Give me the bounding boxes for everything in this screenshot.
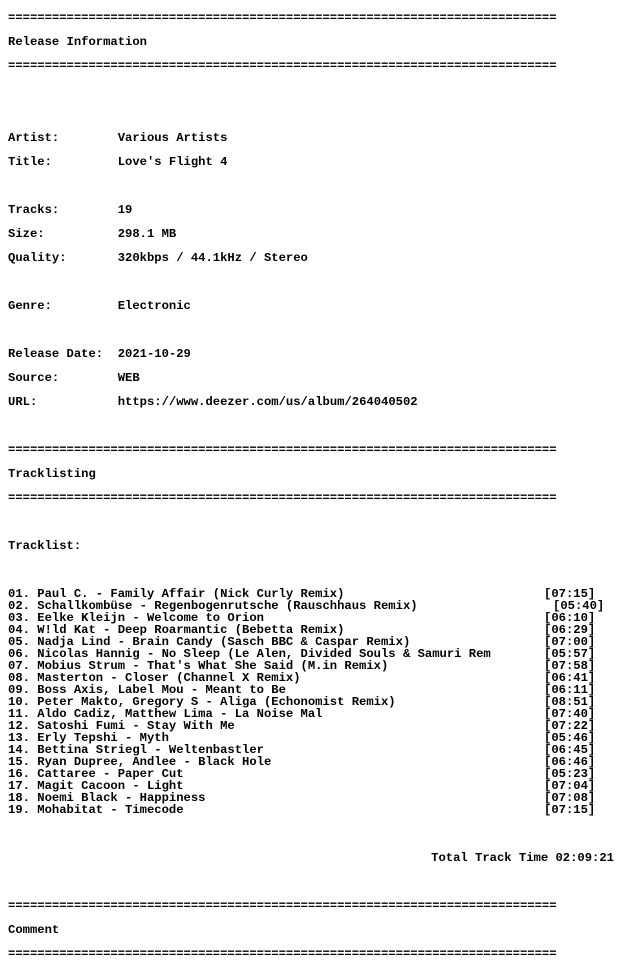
section-header-comment: Comment bbox=[8, 923, 60, 937]
track-duration: [07:40] bbox=[544, 707, 596, 721]
field-label: Genre: bbox=[8, 299, 52, 313]
field-value: 320kbps / 44.1kHz / Stereo bbox=[117, 251, 308, 265]
track-duration: [06:11] bbox=[544, 683, 596, 697]
track-title: 13. Erly Tepshi - Myth bbox=[8, 731, 169, 745]
track-title: 03. Eelke Kleijn - Welcome to Orion bbox=[8, 611, 264, 625]
track-title: 16. Cattaree - Paper Cut bbox=[8, 767, 184, 781]
track-row bbox=[8, 696, 614, 708]
field-value: 2021-10-29 bbox=[117, 347, 191, 361]
track-title: 17. Magit Cacoon - Light bbox=[8, 779, 184, 793]
track-title: 04. W!ld Kat - Deep Roarmantic (Bebetta Remix) bbox=[8, 623, 345, 637]
field-tracks bbox=[8, 204, 614, 216]
track-duration: [07:58] bbox=[544, 659, 596, 673]
track-duration: [06:29] bbox=[544, 623, 596, 637]
track-row bbox=[8, 792, 614, 804]
track-title: 02. Schallkombüse - Regenbogenrutsche (Rauschhaus Remix) bbox=[8, 599, 418, 613]
track-duration: [07:15] bbox=[544, 587, 596, 601]
total-track-time: Total Track Time 02:09:21 bbox=[431, 851, 614, 865]
track-title: 18. Noemi Black - Happiness bbox=[8, 791, 206, 805]
track-row bbox=[8, 744, 614, 756]
field-value: Love's Flight 4 bbox=[117, 155, 228, 169]
track-row bbox=[8, 708, 614, 720]
field-label: Size: bbox=[8, 227, 45, 241]
track-title: 05. Nadja Lind - Brain Candy (Sasch BBC & Caspar Remix) bbox=[8, 635, 411, 649]
separator-line: =========================================================================== bbox=[8, 11, 557, 25]
track-title: 12. Satoshi Fumi - Stay With Me bbox=[8, 719, 235, 733]
field-label: URL: bbox=[8, 395, 38, 409]
track-row bbox=[8, 648, 614, 660]
field-value: WEB bbox=[117, 371, 140, 385]
separator-line: =========================================================================== bbox=[8, 899, 557, 913]
track-duration: [05:40] bbox=[553, 599, 605, 613]
track-row bbox=[8, 720, 614, 732]
field-value: Various Artists bbox=[117, 131, 228, 145]
tracklist-label: Tracklist: bbox=[8, 539, 82, 553]
track-duration: [06:45] bbox=[544, 743, 596, 757]
track-duration: [05:57] bbox=[544, 647, 596, 661]
track-duration: [05:46] bbox=[544, 731, 596, 745]
field-quality bbox=[8, 252, 614, 264]
field-artist bbox=[8, 132, 614, 144]
track-duration: [06:41] bbox=[544, 671, 596, 685]
blank-line bbox=[8, 828, 614, 840]
track-duration: [07:08] bbox=[544, 791, 596, 805]
field-label: Source: bbox=[8, 371, 60, 385]
track-list bbox=[8, 588, 614, 816]
field-label: Title: bbox=[8, 155, 52, 169]
track-row bbox=[8, 624, 614, 636]
track-row bbox=[8, 804, 614, 816]
track-title: 09. Boss Axis, Label Mou - Meant to Be bbox=[8, 683, 286, 697]
field-title bbox=[8, 156, 614, 168]
track-duration: [07:22] bbox=[544, 719, 596, 733]
blank-line bbox=[8, 876, 614, 888]
track-row bbox=[8, 732, 614, 744]
field-release-date bbox=[8, 348, 614, 360]
blank-line bbox=[8, 420, 614, 432]
track-row bbox=[8, 600, 614, 612]
field-label: Tracks: bbox=[8, 203, 60, 217]
track-title: 06. Nicolas Hannig - No Sleep (Le Alen, Divided Souls & Samuri Rem bbox=[8, 647, 491, 661]
blank-line bbox=[8, 276, 614, 288]
field-value: 298.1 MB bbox=[117, 227, 177, 241]
track-duration: [07:04] bbox=[544, 779, 596, 793]
blank-line bbox=[8, 564, 614, 576]
field-label: Release Date: bbox=[8, 347, 104, 361]
track-title: 14. Bettina Striegl - Weltenbastler bbox=[8, 743, 264, 757]
field-label: Quality: bbox=[8, 251, 67, 265]
blank-line bbox=[8, 108, 614, 120]
track-row bbox=[8, 636, 614, 648]
blank-line bbox=[8, 516, 614, 528]
blank-line bbox=[8, 84, 614, 96]
track-row bbox=[8, 672, 614, 684]
separator-line: =========================================================================== bbox=[8, 443, 557, 457]
nfo-text-document bbox=[8, 0, 614, 972]
blank-line bbox=[8, 180, 614, 192]
field-size bbox=[8, 228, 614, 240]
total-track-time-line bbox=[8, 852, 614, 864]
section-header-release-information: Release Information bbox=[8, 35, 147, 49]
track-title: 15. Ryan Dupree, Andlee - Black Hole bbox=[8, 755, 272, 769]
track-row bbox=[8, 660, 614, 672]
track-duration: [07:15] bbox=[544, 803, 596, 817]
track-duration: [06:46] bbox=[544, 755, 596, 769]
track-row bbox=[8, 780, 614, 792]
track-row bbox=[8, 684, 614, 696]
field-source bbox=[8, 372, 614, 384]
track-duration: [08:51] bbox=[544, 695, 596, 709]
separator-line: =========================================================================== bbox=[8, 491, 557, 505]
field-url bbox=[8, 396, 614, 408]
separator-line: =========================================================================== bbox=[8, 947, 557, 961]
track-row bbox=[8, 768, 614, 780]
blank-line bbox=[8, 324, 614, 336]
track-row bbox=[8, 756, 614, 768]
track-duration: [07:00] bbox=[544, 635, 596, 649]
track-title: 10. Peter Makto, Gregory S - Aliga (Echonomist Remix) bbox=[8, 695, 396, 709]
field-value: 19 bbox=[117, 203, 133, 217]
track-title: 07. Mobius Strum - That's What She Said (M.in Remix) bbox=[8, 659, 389, 673]
track-title: 01. Paul C. - Family Affair (Nick Curly Remix) bbox=[8, 587, 345, 601]
field-value: Electronic bbox=[117, 299, 191, 313]
track-title: 19. Mohabitat - Timecode bbox=[8, 803, 184, 817]
track-title: 08. Masterton - Closer (Channel X Remix) bbox=[8, 671, 301, 685]
separator-line: =========================================================================== bbox=[8, 59, 557, 73]
track-row bbox=[8, 612, 614, 624]
url-link[interactable]: https://www.deezer.com/us/album/264040502 bbox=[117, 395, 418, 409]
track-title: 11. Aldo Cadiz, Matthew Lima - La Noise Mal bbox=[8, 707, 323, 721]
track-duration: [06:10] bbox=[544, 611, 596, 625]
field-label: Artist: bbox=[8, 131, 60, 145]
field-genre bbox=[8, 300, 614, 312]
section-header-tracklisting: Tracklisting bbox=[8, 467, 96, 481]
track-duration: [05:23] bbox=[544, 767, 596, 781]
